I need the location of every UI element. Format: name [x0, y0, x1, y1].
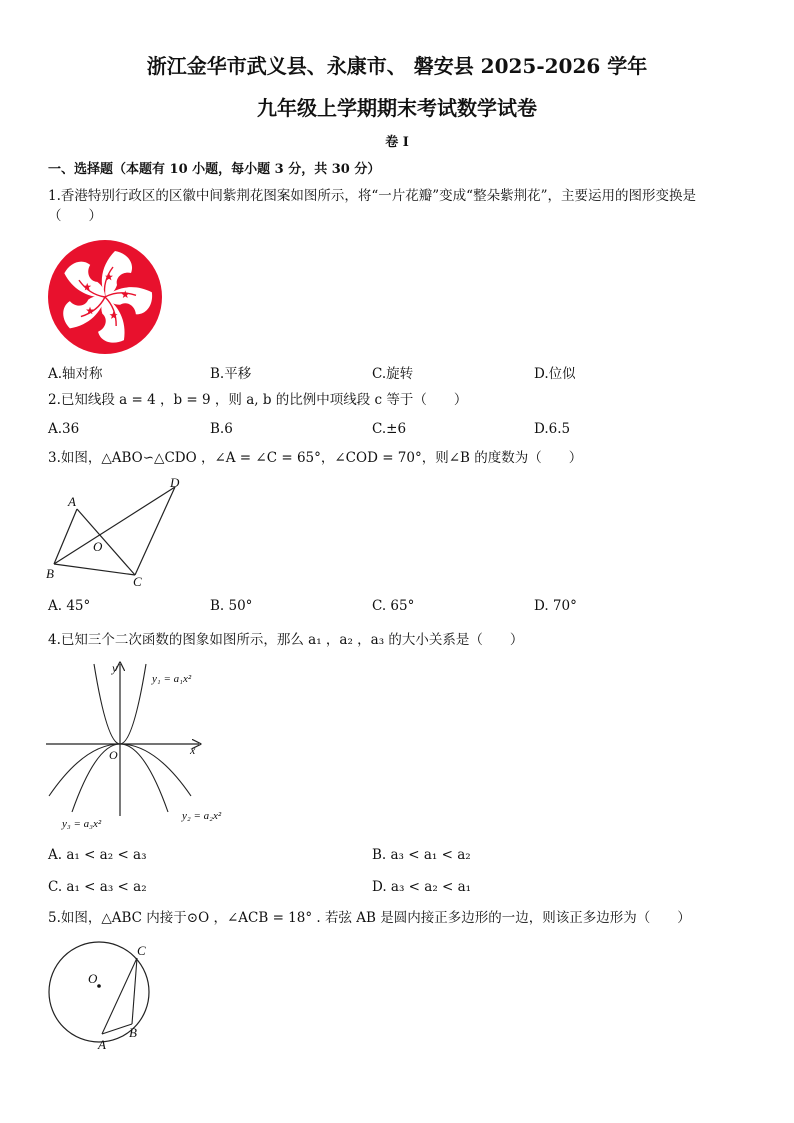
question-5-stem: 5.如图，△ABC 内接于⊙O ，∠ACB = 18° . 若弦 AB 是圆内接正多边形的一边，则该正多边形为（ ） — [48, 910, 691, 926]
q1-option-c[interactable]: C.旋转 — [372, 366, 414, 382]
q3-option-b[interactable]: B. 50° — [210, 598, 253, 614]
label-a: A — [68, 494, 76, 509]
label-o: O — [88, 971, 98, 986]
q4-parabolas-figure — [44, 656, 244, 836]
q4-option-b[interactable]: B. a₃ < a₁ < a₂ — [372, 847, 471, 863]
q2-option-b[interactable]: B.6 — [210, 421, 233, 437]
label-o: O — [93, 539, 103, 554]
q2-option-a[interactable]: A.36 — [48, 421, 80, 437]
label-x-axis: x — [190, 743, 196, 757]
label-c: C — [137, 943, 146, 958]
label-y1-equation: y₁ = a₁x² — [152, 673, 192, 685]
label-d: D — [170, 475, 180, 490]
label-b: B — [129, 1025, 137, 1040]
label-b: B — [46, 566, 54, 581]
label-y3-equation: y₃ = a₃x² — [62, 818, 102, 830]
center-point — [97, 984, 101, 988]
q3-option-c[interactable]: C. 65° — [372, 598, 415, 614]
q3-triangles-figure — [40, 472, 190, 592]
question-4-stem: 4.已知三个二次函数的图象如图所示，那么 a₁ ，a₂ ，a₃ 的大小关系是（ ） — [48, 632, 524, 648]
question-1-stem-line1: 1.香港特别行政区的区徽中间紫荆花图案如图所示，将“一片花瓣”变成“整朵紫荆花”，主要运用的图形变换是 — [48, 188, 696, 204]
question-2-stem: 2.已知线段 a = 4 ，b = 9 ，则 a, b 的比例中项线段 c 等于（ ） — [48, 392, 468, 408]
question-3-stem: 3.如图，△ABO∽△CDO ，∠A = ∠C = 65°，∠COD = 70°，则∠B 的度数为（ ） — [48, 450, 583, 466]
label-y2-equation: y₂ = a₂x² — [182, 810, 222, 822]
q1-option-a[interactable]: A.轴对称 — [48, 366, 103, 382]
label-c: C — [133, 574, 142, 589]
q4-option-c[interactable]: C. a₁ < a₃ < a₂ — [48, 879, 147, 895]
label-y-axis: y — [112, 661, 118, 675]
q1-option-d[interactable]: D.位似 — [534, 366, 576, 382]
question-1-stem — [48, 186, 696, 226]
q4-option-d[interactable]: D. a₃ < a₂ < a₁ — [372, 879, 472, 895]
q1-option-b[interactable]: B.平移 — [210, 366, 252, 382]
label-a: A — [98, 1037, 106, 1052]
q2-option-c[interactable]: C.±6 — [372, 421, 407, 437]
question-1-stem-line2: （ ） — [48, 208, 102, 224]
q5-circle-figure — [44, 938, 164, 1053]
volume-label: 卷 I — [385, 135, 409, 150]
q2-option-d[interactable]: D.6.5 — [534, 421, 571, 437]
q3-option-a[interactable]: A. 45° — [48, 598, 91, 614]
label-origin: O — [109, 748, 118, 762]
exam-title-line2: 九年级上学期期末考试数学试卷 — [257, 96, 537, 120]
exam-title-line1: 浙江金华市武义县、永康市、 磐安县 2025-2026 学年 — [146, 54, 648, 78]
hk-emblem-figure — [47, 239, 163, 355]
q3-option-d[interactable]: D. 70° — [534, 598, 577, 614]
section-heading: 一、选择题（本题有 10 小题，每小题 3 分，共 30 分） — [48, 162, 381, 177]
q4-option-a[interactable]: A. a₁ < a₂ < a₃ — [48, 847, 147, 863]
